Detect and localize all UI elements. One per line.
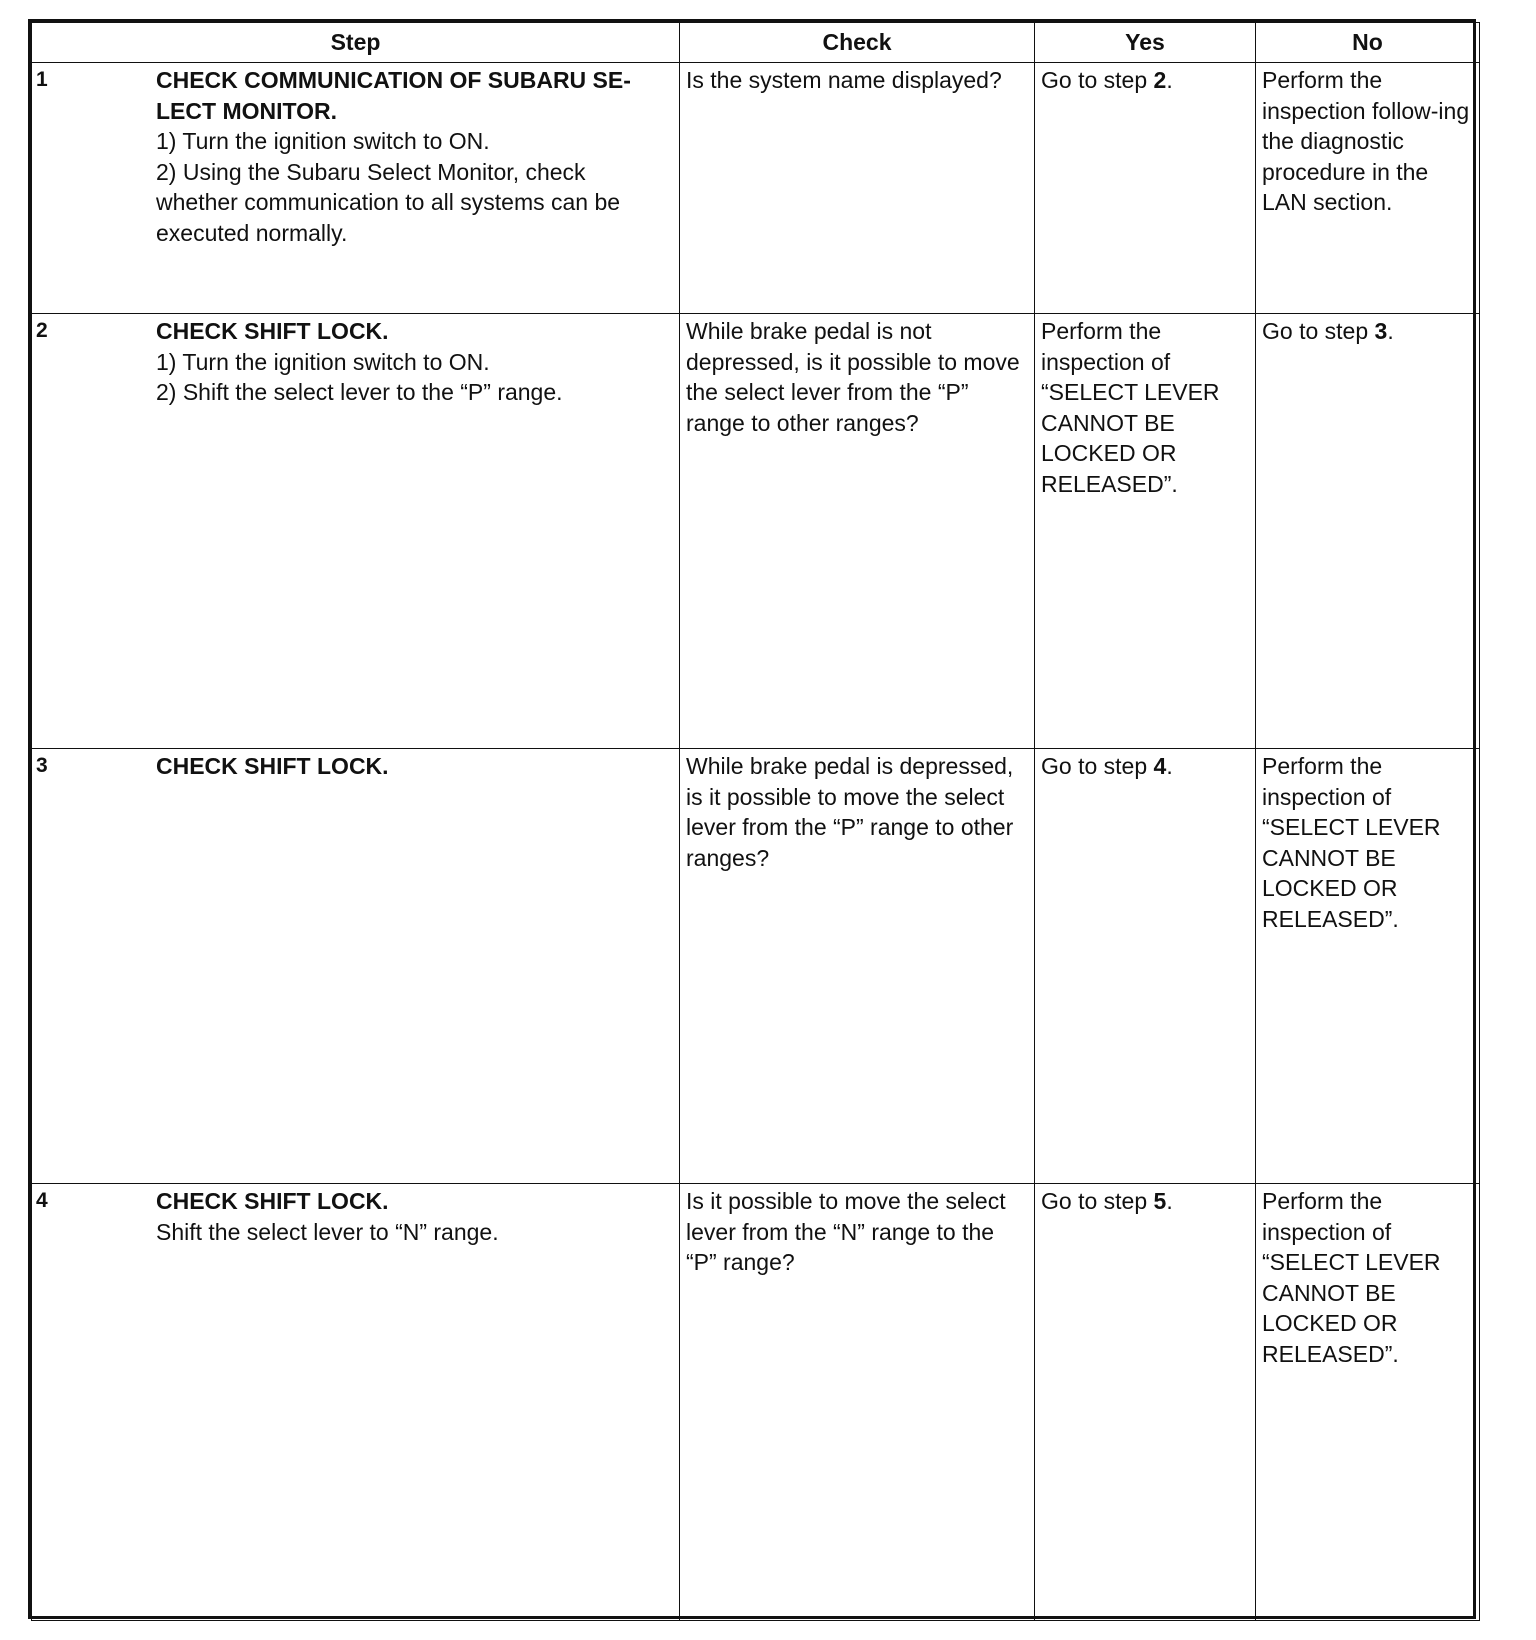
- check-cell: Is the system name displayed?: [680, 63, 1035, 314]
- no-cell: [1256, 749, 1480, 1184]
- yes-cell: [1035, 1184, 1256, 1621]
- header-step: Step: [32, 23, 680, 63]
- yes-text: Go to step: [1041, 67, 1154, 93]
- step-number: 1: [36, 68, 48, 91]
- step-body: [156, 314, 679, 408]
- yes-cell: [1035, 63, 1256, 314]
- yes-suffix: .: [1166, 753, 1173, 779]
- no-cell: [1256, 314, 1480, 749]
- step-number: 4: [36, 1189, 48, 1212]
- step-title: CHECK SHIFT LOCK.: [156, 753, 389, 779]
- step-number: 2: [36, 319, 48, 342]
- yes-text: Go to step: [1041, 753, 1154, 779]
- step-cell: [32, 749, 680, 1184]
- step-title: CHECK SHIFT LOCK.: [156, 1188, 389, 1214]
- step-body: [156, 749, 679, 782]
- header-no: No: [1256, 23, 1480, 63]
- table-row: [32, 1184, 1480, 1621]
- header-check: Check: [680, 23, 1035, 63]
- yes-step-ref: 2: [1153, 67, 1167, 93]
- step-title: CHECK SHIFT LOCK.: [156, 318, 389, 344]
- no-text: Perform the inspection of “SELECT LEVER CANNOT BE LOCKED OR RELEASED”.: [1262, 1188, 1441, 1367]
- step-number: 3: [36, 754, 48, 777]
- no-suffix: .: [1387, 318, 1394, 344]
- header-row: [32, 23, 1480, 63]
- table-row: [32, 749, 1480, 1184]
- step-body: [156, 1184, 679, 1247]
- yes-cell: [1035, 749, 1256, 1184]
- no-cell: [1256, 63, 1480, 314]
- yes-text: Go to step: [1041, 1188, 1154, 1214]
- yes-cell: [1035, 314, 1256, 749]
- step-cell: [32, 314, 680, 749]
- yes-step-ref: 4: [1153, 753, 1167, 779]
- step-title: CHECK COMMUNICATION OF SUBARU SE-LECT MONITOR.: [156, 67, 631, 124]
- yes-suffix: .: [1166, 1188, 1173, 1214]
- step-instruction: 1) Turn the ignition switch to ON.: [156, 128, 490, 154]
- step-cell: [32, 63, 680, 314]
- yes-text: Perform the inspection of “SELECT LEVER CANNOT BE LOCKED OR RELEASED”.: [1041, 318, 1220, 497]
- step-body: [156, 63, 679, 248]
- no-text: Perform the inspection follow-ing the diagnostic procedure in the LAN section.: [1262, 67, 1470, 215]
- step-instruction: 2) Shift the select lever to the “P” range.: [156, 379, 563, 405]
- table-row: [32, 314, 1480, 749]
- check-cell: While brake pedal is depressed, is it possible to move the select lever from the “P” range to other ranges?: [680, 749, 1035, 1184]
- check-cell: While brake pedal is not depressed, is it possible to move the select lever from the “P” range to other ranges?: [680, 314, 1035, 749]
- step-cell: [32, 1184, 680, 1621]
- diagnostic-table-frame: [28, 19, 1476, 1619]
- step-instruction: 1) Turn the ignition switch to ON.: [156, 348, 490, 375]
- yes-step-ref: 5: [1153, 1188, 1167, 1214]
- step-instruction: Shift the select lever to “N” range.: [156, 1218, 499, 1245]
- header-yes: Yes: [1035, 23, 1256, 63]
- table-row: [32, 63, 1480, 314]
- no-step-ref: 3: [1374, 318, 1388, 344]
- yes-suffix: .: [1166, 67, 1173, 93]
- no-text: Perform the inspection of “SELECT LEVER CANNOT BE LOCKED OR RELEASED”.: [1262, 753, 1441, 932]
- step-instruction: 2) Using the Subaru Select Monitor, check whether communication to all systems can be executed normally.: [156, 158, 621, 246]
- check-cell: Is it possible to move the select lever from the “N” range to the “P” range?: [680, 1184, 1035, 1621]
- no-cell: [1256, 1184, 1480, 1621]
- no-text: Go to step: [1262, 318, 1375, 344]
- diagnostic-table: [31, 22, 1480, 1621]
